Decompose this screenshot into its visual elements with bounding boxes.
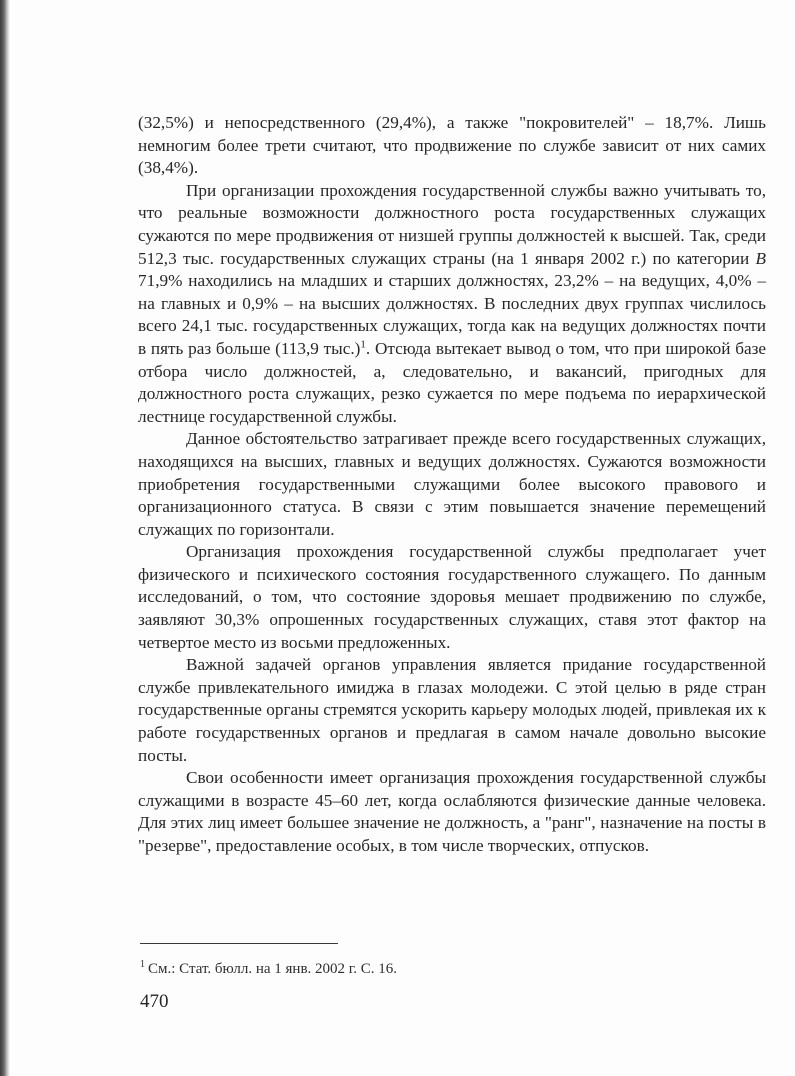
paragraph-1-text-cont: 71,9% находились на младших и старших должностях, 23,2% – на ведущих, 4,0% – на главных и 0,9% – на высших должностях. В последних двух группах числилось всего 24,1 тыс. государственных служащих, тогда как на ведущих должностях почти в пять раз больше (113,9 тыс.): [138, 271, 766, 358]
page-scan-edge: [0, 0, 10, 1076]
category-letter: В: [755, 248, 766, 268]
paragraph-1: [138, 180, 766, 429]
footnote-text: См.: Стат. бюлл. на 1 янв. 2002 г. С. 16.: [148, 961, 398, 977]
footnote: [140, 959, 397, 979]
paragraph-3: Организация прохождения государственной службы предполагает учет физического и психического состояния государственного служащего. По данным исследований, о том, что состояние здоровья мешает продвижению по службе, заявляют 30,3% опрошенных государственных служащих, ставя этот фактор на четвертое место из восьми предложенных.: [138, 542, 766, 652]
paragraph-1-text-end: . Отсюда вытекает вывод о том, что при широкой базе отбора число должностей, а, следовательно, и вакансий, пригодных для должностного роста служащих, резко сужается по мере подъема по иерархической лестнице государственной службы.: [138, 338, 766, 426]
main-text: [138, 112, 766, 858]
paragraph-0: (32,5%) и непосредственного (29,4%), а также "покровителей" – 18,7%. Лишь немногим более трети считают, что продвижение по службе зависит от них самих (38,4%).: [138, 113, 766, 178]
paragraph-4: Важной задачей органов управления является придание государственной службе привлекательного имиджа в глазах молодежи. С этой целью в ряде стран государственные органы стремятся ускорить карьеру молодых людей, привлекая их к работе государственных органов и предлагая в самом начале довольно высокие посты.: [138, 655, 766, 765]
page-number: 470: [140, 991, 169, 1012]
paragraph-1-text: При организации прохождения государственной службы важно учитывать то, что реальные возможности должностного роста государственных служащих сужаются по мере продвижения от низшей группы должностей к высшей. Так, среди 512,3 тыс. государственных служащих страны (на 1 января 2002 г.) по категории: [138, 180, 766, 268]
footnote-divider: [140, 943, 338, 944]
footnote-marker: 1: [140, 959, 145, 970]
paragraph-5: Свои особенности имеет организация прохождения государственной службы служащими в возрасте 45–60 лет, когда ослабляются физические данные человека. Для этих лиц имеет большее значение не должность, а "ранг", назначение на посты в "резерве", предоставление особых, в том числе творческих, отпусков.: [138, 768, 766, 855]
footnote-ref-marker[interactable]: 1: [360, 338, 366, 351]
paragraph-2: Данное обстоятельство затрагивает прежде всего государственных служащих, находящихся на высших, главных и ведущих должностях. Сужаются возможности приобретения государственными служащими более высокого правового и организационного статуса. В связи с этим повышается значение перемещений служащих по горизонтали.: [138, 429, 766, 539]
